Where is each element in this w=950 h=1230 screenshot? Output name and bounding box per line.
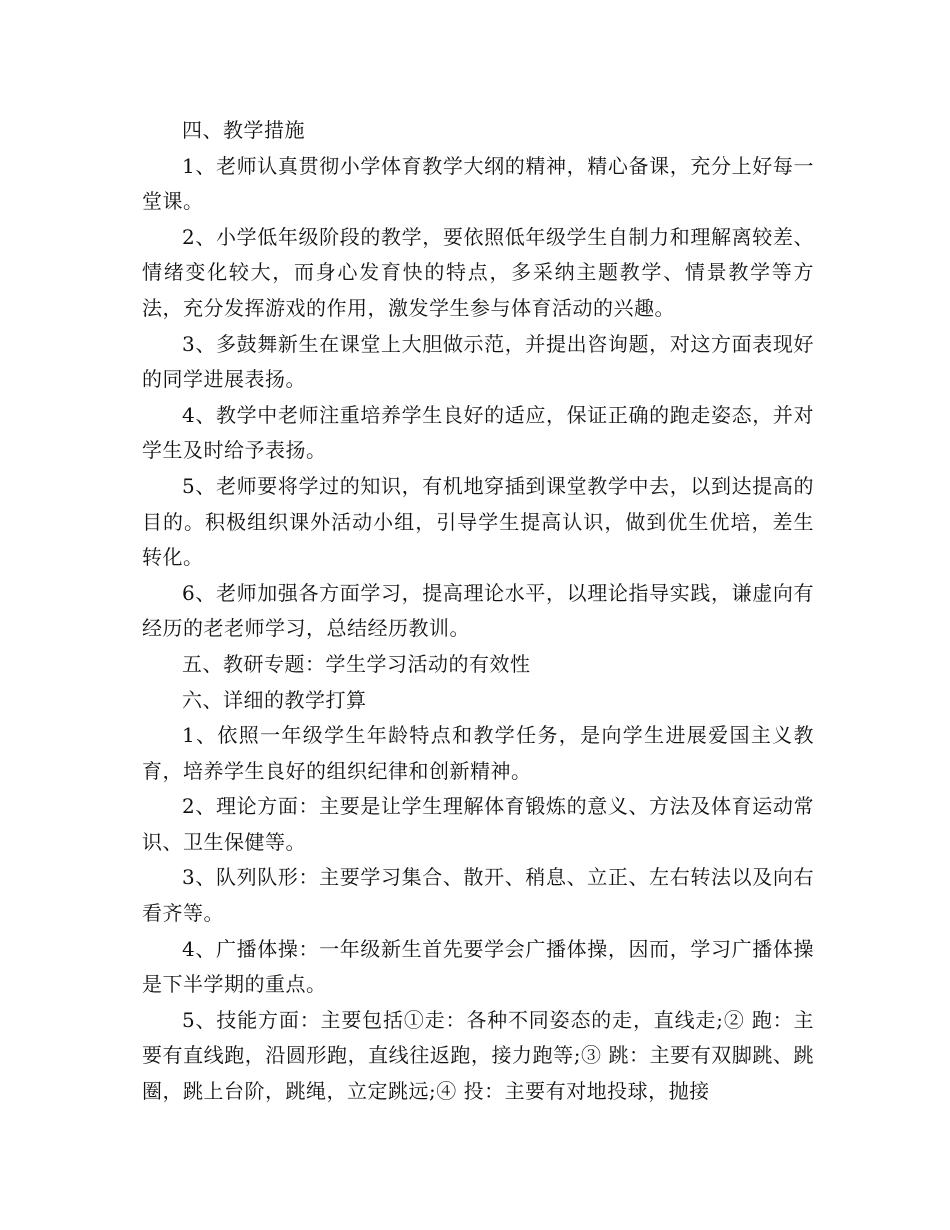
heading-research-topic: 五、教研专题：学生学习活动的有效性: [182, 651, 531, 676]
measure-item-6: 6、老师加强各方面学习，提高理论水平，以理论指导实践，谦虚向有经历的老老师学习，总结经历教训。: [142, 580, 814, 641]
plan-item-1: 1、依照一年级学生年龄特点和教学任务，是向学生进展爱国主义教育，培养学生良好的组织纪律和创新精神。: [142, 723, 814, 783]
plan-item-2: 2、理论方面：主要是让学生理解体育锻炼的意义、方法及体育运动常识、卫生保健等。: [142, 794, 814, 854]
heading-teaching-measures: 四、教学措施: [182, 118, 305, 142]
measure-item-5: 5、老师要将学过的知识，有机地穿插到课堂教学中去，以到达提高的目的。积极组织课外活动小组，引导学生提高认识，做到优生优培，差生转化。: [142, 473, 814, 570]
plan-item-4: 4、广播体操：一年级新生首先要学会广播体操，因而，学习广播体操是下半学期的重点。: [142, 936, 814, 997]
measure-item-2: 2、小学低年级阶段的教学，要依照低年级学生自制力和理解离较差、情绪变化较大，而身心发育快的特点，多采纳主题教学、情景教学等方法，充分发挥游戏的作用，激发学生参与体育活动的兴趣。: [142, 224, 814, 320]
document-body: [142, 113, 814, 1110]
measure-item-1: 1、老师认真贯彻小学体育教学大纲的精神，精心备课，充分上好每一堂课。: [142, 153, 814, 214]
plan-item-3: 3、队列队形：主要学习集合、散开、稍息、立正、左右转法以及向右看齐等。: [142, 865, 814, 926]
measure-item-4: 4、教学中老师注重培养学生良好的适应，保证正确的跑走姿态，并对学生及时给予表扬。: [142, 402, 814, 463]
plan-item-5: 5、技能方面：主要包括①走：各种不同姿态的走，直线走;② 跑：主要有直线跑，沿圆形跑，直线往返跑，接力跑等;③ 跳：主要有双脚跳、跳圈，跳上台阶，跳绳，立定跳远;④ 投：主要有对地投球，抛接: [142, 1007, 814, 1104]
measure-item-3: 3、多鼓舞新生在课堂上大胆做示范，并提出咨询题，对这方面表现好的同学进展表扬。: [142, 331, 814, 392]
heading-detailed-plan: 六、详细的教学打算: [182, 687, 367, 712]
